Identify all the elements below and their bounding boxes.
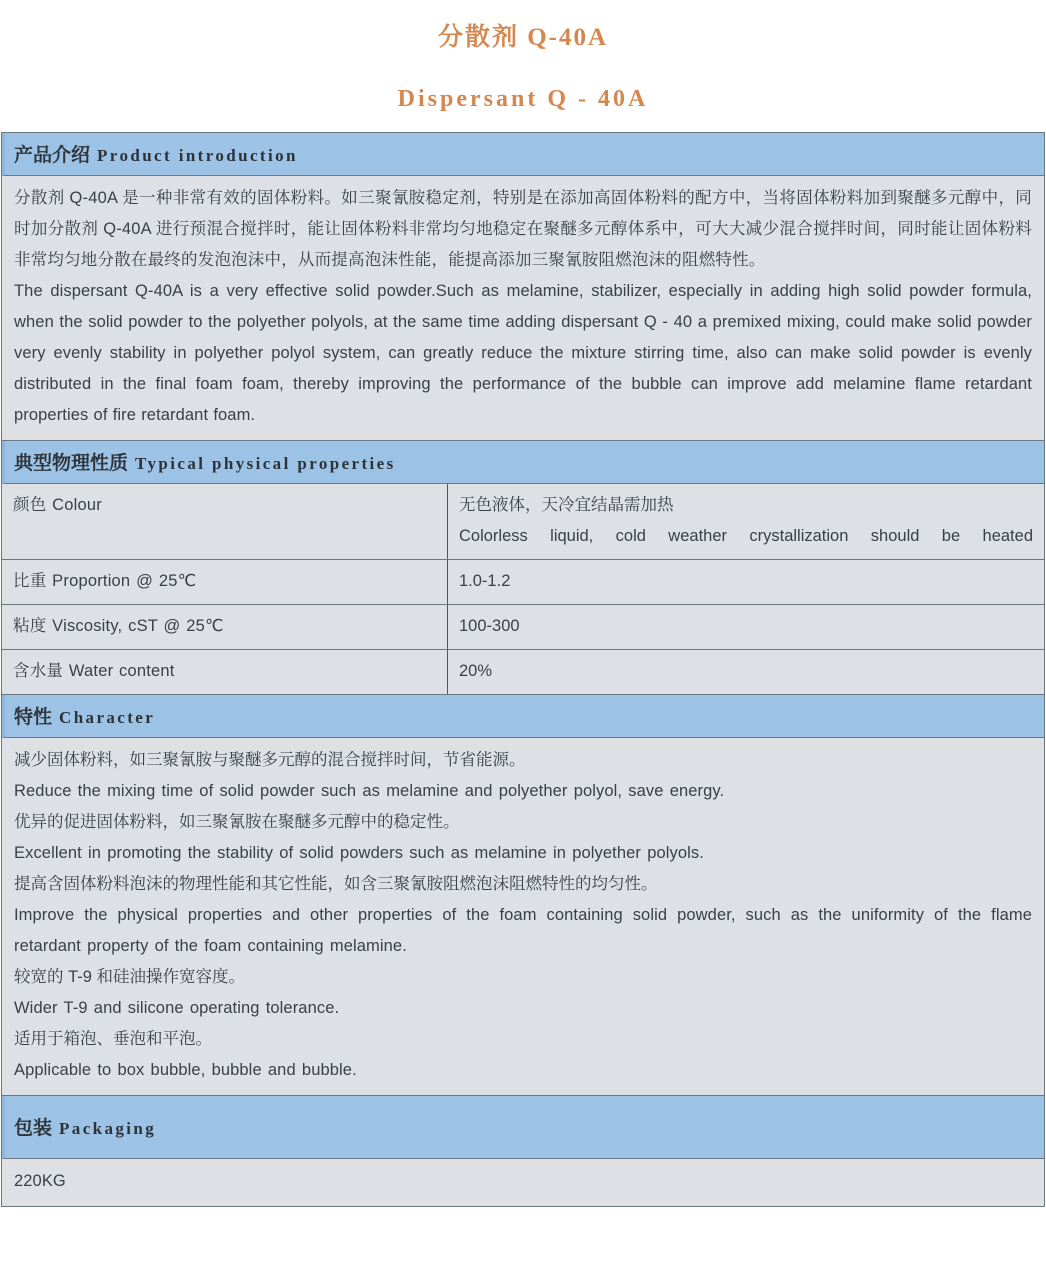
character-line: Improve the physical properties and other properties of the foam containing solid powder, such as the uniformity of the flame retardant property of the foam containing melamine. — [14, 905, 1032, 955]
section-header-en-label: Character — [59, 707, 156, 727]
property-key: 粘度 Viscosity, cST @ 25℃ — [2, 604, 448, 649]
table-row — [2, 649, 1044, 694]
section-header-cn-label: 特性 — [14, 706, 53, 728]
property-key: 颜色 Colour — [2, 484, 448, 560]
document-title-block — [0, 0, 1046, 112]
character-line: Excellent in promoting the stability of solid powders such as melamine in polyether polyols. — [14, 843, 704, 862]
character-line: 提高含固体粉料泡沫的物理性能和其它性能，如含三聚氰胺阻燃泡沫阻燃特性的均匀性。 — [14, 874, 658, 893]
property-key: 含水量 Water content — [2, 649, 448, 694]
section-header-en-label: Typical physical properties — [135, 453, 396, 473]
typical-physical-properties-table — [2, 484, 1044, 695]
product-introduction-paragraph-cn: 分散剂 Q-40A 是一种非常有效的固体粉料。如三聚氰胺稳定剂，特别是在添加高固体粉料的配方中，当将固体粉料加到聚醚多元醇中，同时加分散剂 Q-40A 进行预混合搅拌时，能让固体粉料非常均匀地稳定在聚醚多元醇体系中，可大大减少混合搅拌时间，同时能让固体粉料非常均匀地分散在最终的发泡泡沫中，从而提高泡沫性能，能提高添加三聚氰胺阻燃泡沫的阻燃特性。 — [14, 188, 1032, 269]
character-line: 较宽的 T-9 和硅油操作宽容度。 — [14, 967, 246, 986]
section-body-character — [2, 738, 1044, 1096]
section-body-packaging — [2, 1159, 1044, 1206]
page-title-en: Dispersant Q - 40A — [397, 85, 649, 112]
character-line: Wider T-9 and silicone operating tolerance. — [14, 998, 340, 1017]
section-header-packaging — [2, 1096, 1044, 1159]
section-header-cn-label: 产品介绍 — [14, 144, 91, 166]
section-header-cn-label: 包装 — [14, 1117, 53, 1139]
table-row — [2, 484, 1044, 560]
property-value-en: Colorless liquid, cold weather crystallization should be heated — [459, 526, 1033, 545]
property-key: 比重 Proportion @ 25℃ — [2, 559, 448, 604]
property-value — [448, 484, 1045, 560]
section-body-product-introduction — [2, 176, 1044, 441]
section-header-en-label: Product introduction — [97, 145, 298, 165]
character-line: 优异的促进固体粉料，如三聚氰胺在聚醚多元醇中的稳定性。 — [14, 812, 460, 831]
product-introduction-paragraph-en: The dispersant Q-40A is a very effective solid powder.Such as melamine, stabilizer, especially in adding high solid powder formula, when the solid powder to the polyether polyols, at the same time adding dispersant Q - 40 a premixed mixing, could make solid powder very evenly stability in polyether polyol system, can greatly reduce the mixture stirring time, also can make solid powder is evenly distributed in the final foam foam, thereby improving the performance of the bubble can improve add melamine flame retardant properties of fire retardant foam. — [14, 281, 1032, 424]
property-value-cn: 无色液体，天冷宜结晶需加热 — [459, 495, 674, 514]
section-header-product-introduction — [2, 133, 1044, 176]
table-row — [2, 604, 1044, 649]
character-line: 适用于箱泡、垂泡和平泡。 — [14, 1029, 212, 1048]
section-header-character — [2, 695, 1044, 738]
page-title-cn: 分散剂 Q-40A — [437, 24, 609, 51]
section-header-cn-label: 典型物理性质 — [14, 452, 129, 474]
section-header-en-label: Packaging — [59, 1118, 157, 1138]
character-line: Applicable to box bubble, bubble and bubble. — [14, 1060, 357, 1079]
character-line: Reduce the mixing time of solid powder such as melamine and polyether polyol, save energy. — [14, 781, 725, 800]
character-line: 减少固体粉料，如三聚氰胺与聚醚多元醇的混合搅拌时间，节省能源。 — [14, 750, 526, 769]
packaging-value: 220KG — [14, 1171, 66, 1190]
property-value: 100-300 — [448, 604, 1045, 649]
product-datasheet — [1, 132, 1045, 1207]
table-row — [2, 559, 1044, 604]
section-header-typical-physical-properties — [2, 441, 1044, 484]
property-value: 1.0-1.2 — [448, 559, 1045, 604]
property-value: 20% — [448, 649, 1045, 694]
